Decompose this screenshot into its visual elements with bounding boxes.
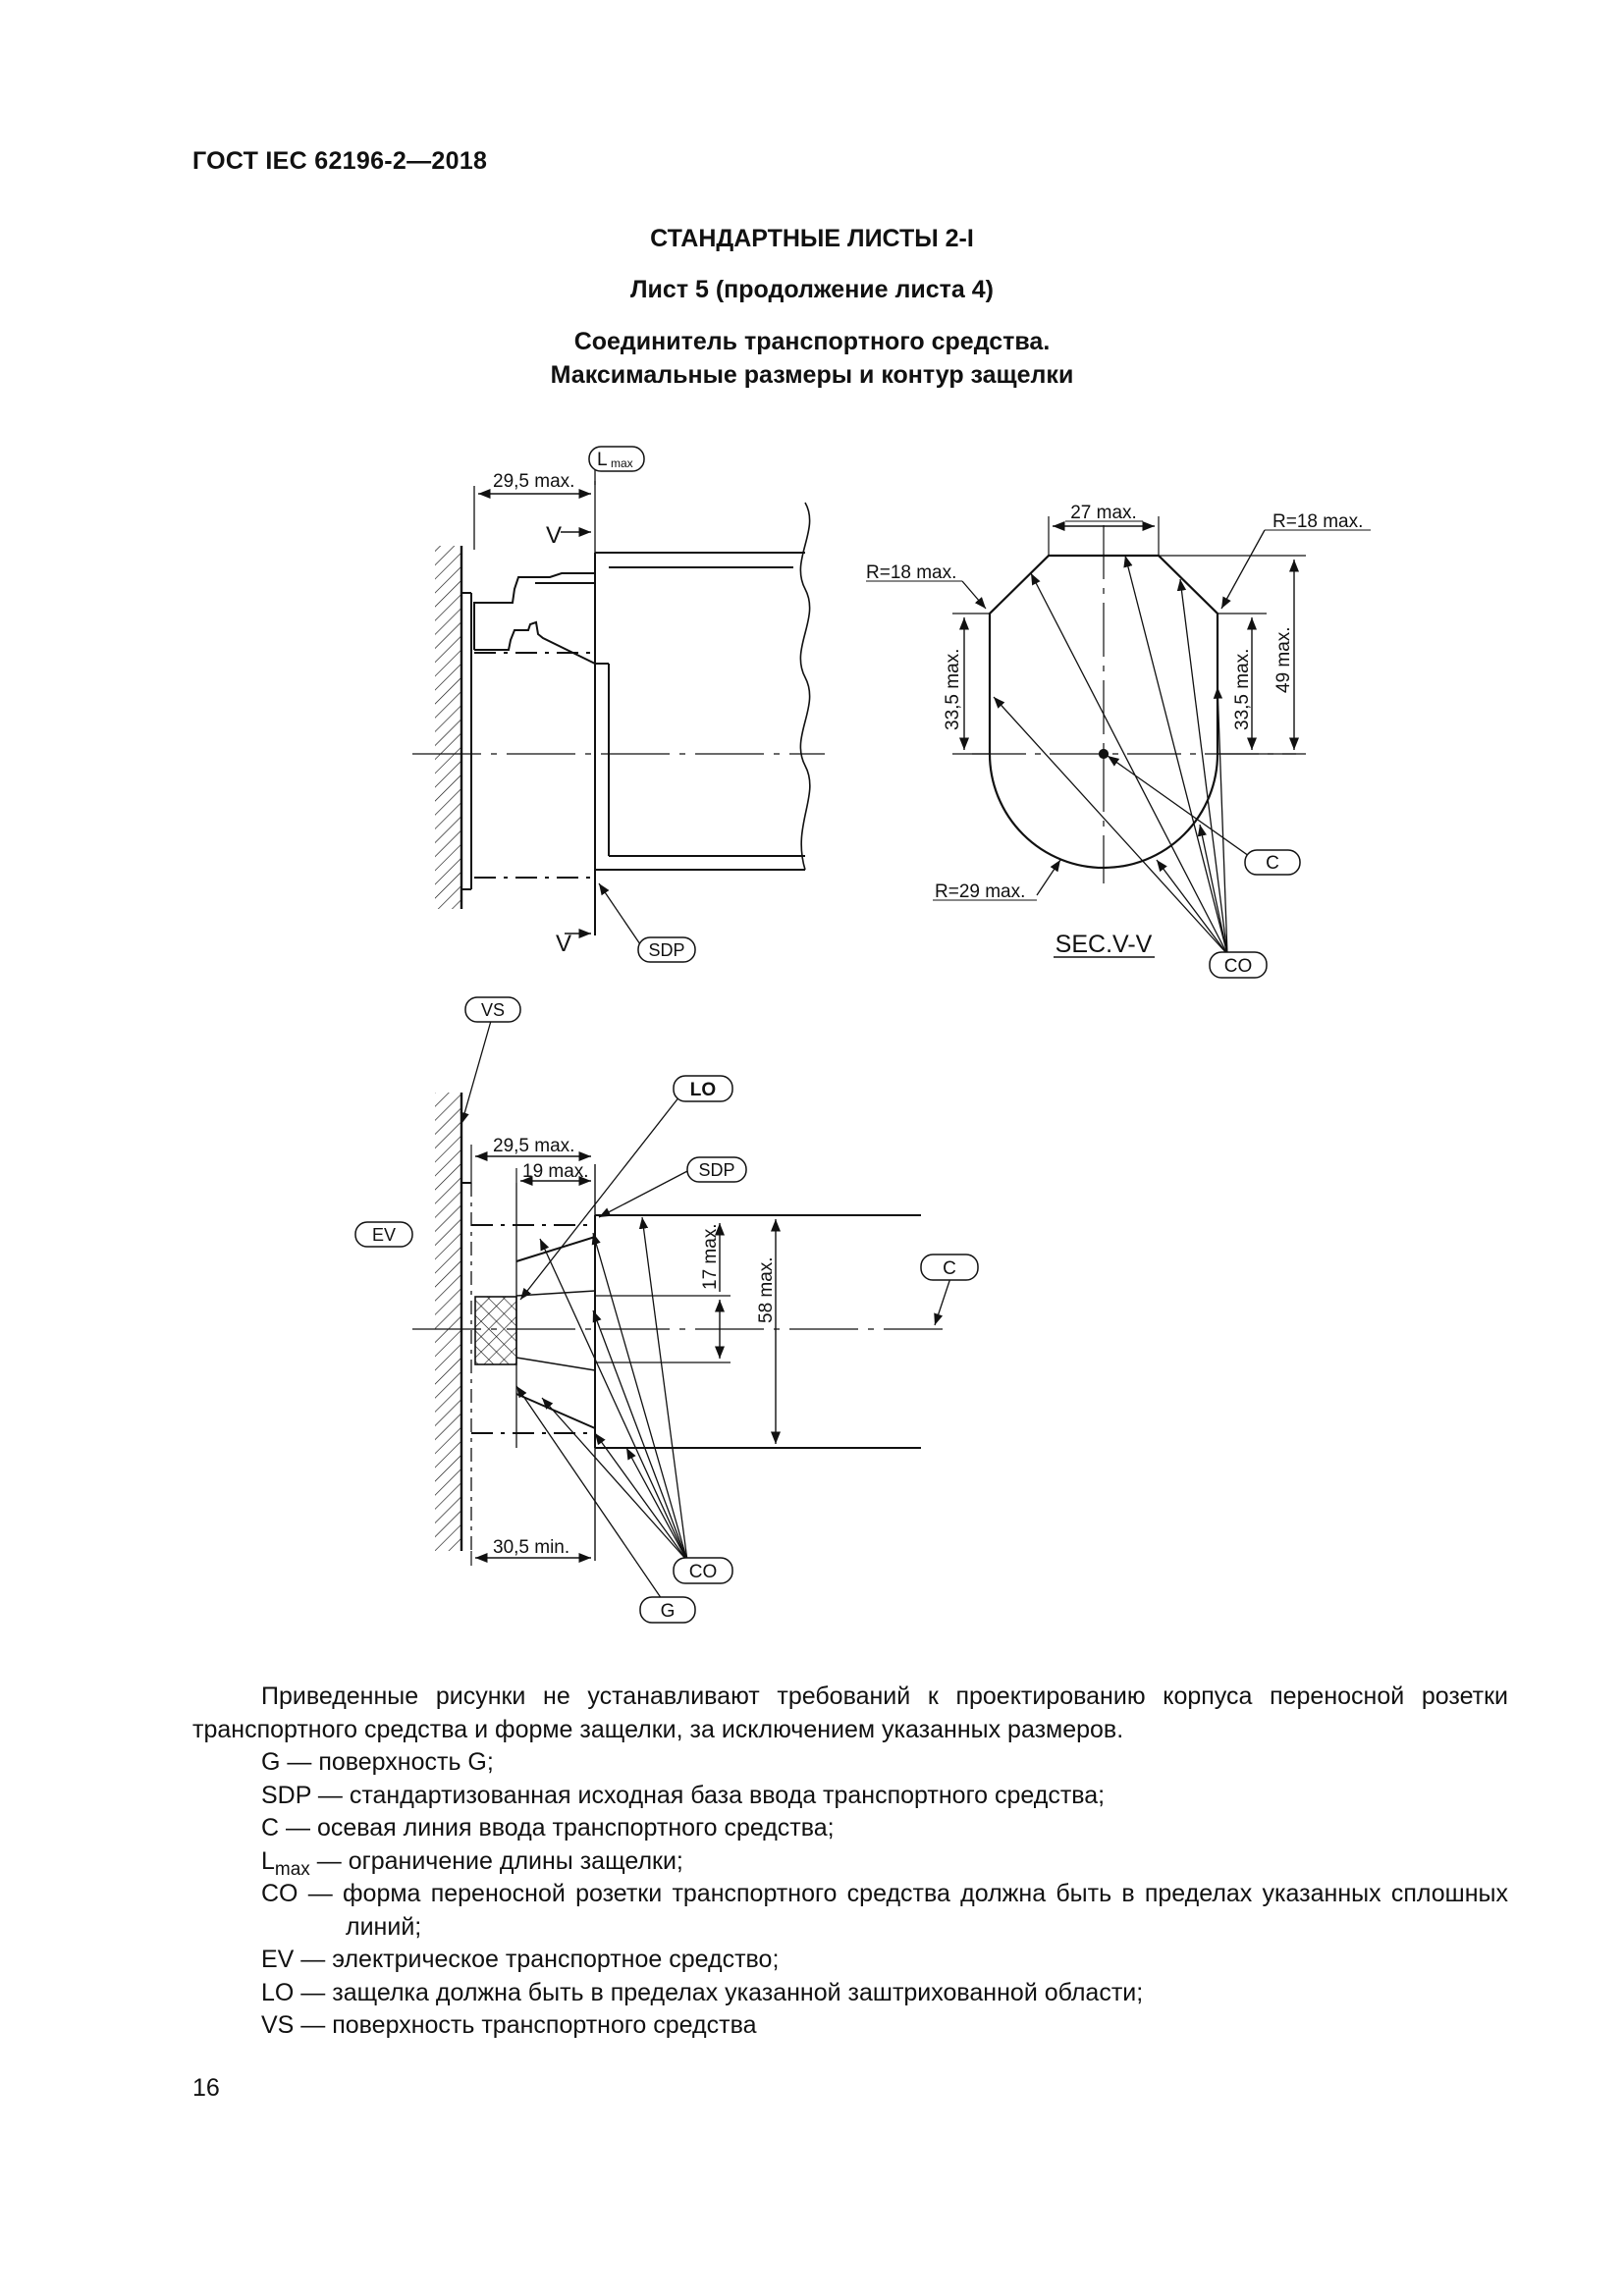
lmax-label: L: [597, 450, 608, 470]
page-number: 16: [192, 2074, 220, 2102]
lmax-symbol: L: [261, 1846, 275, 1875]
radius-top-right: R=18 max.: [1272, 511, 1364, 532]
c-label-bottom: C: [943, 1258, 956, 1279]
dim-33-5-right: 33,5 max.: [1232, 648, 1253, 730]
radius-bottom: R=29 max.: [935, 881, 1026, 902]
dim-30-5: 30,5 min.: [493, 1537, 570, 1558]
section-mark-top: V: [546, 522, 563, 549]
definitions-list: [192, 1746, 1508, 2043]
lo-label: LO: [689, 1080, 717, 1100]
sheet-subtitle: Лист 5 (продолжение листа 4): [630, 276, 994, 303]
ev-label: EV: [371, 1225, 397, 1245]
dim-33-5-left: 33,5 max.: [943, 648, 963, 730]
dim-27: 27 max.: [1070, 503, 1137, 523]
section-view-labels: [866, 503, 1371, 978]
lmax-definition: — ограничение длины защелки;: [309, 1846, 683, 1875]
g-label: G: [660, 1601, 676, 1622]
definition-lmax: [192, 1845, 1508, 1879]
definition-sdp: SDP — стандартизованная исходная база ввода транспортного средства;: [261, 1781, 1106, 1809]
dim-17: 17 max.: [700, 1223, 721, 1290]
definition-c: C — осевая линия ввода транспортного средства;: [261, 1814, 835, 1842]
dim-58: 58 max.: [756, 1256, 777, 1323]
sheet-title: СТАНДАРТНЫЕ ЛИСТЫ 2-I: [650, 225, 974, 252]
definition-ev: EV — электрическое транспортное средство;: [261, 1946, 780, 1973]
section-caption: SEC.V-V: [1055, 931, 1153, 958]
dim-19: 19 max.: [522, 1161, 589, 1182]
sdp-label-top: SDP: [648, 940, 685, 960]
definition-vs: VS — поверхность транспортного средства: [261, 2011, 757, 2039]
sdp-label-bottom: SDP: [698, 1160, 735, 1180]
lmax-subscript-text: max: [274, 1858, 310, 1880]
definition-g: G — поверхность G;: [261, 1748, 494, 1776]
dim-29-5-top: 29,5 max.: [493, 471, 575, 492]
dim-49: 49 max.: [1273, 626, 1294, 693]
c-label-section: C: [1266, 853, 1279, 874]
definition-lo: LO — защелка должна быть в пределах указанной заштрихованной области;: [261, 1978, 1144, 2006]
sheet-heading-line-1: Соединитель транспортного средства.: [573, 328, 1051, 355]
explanatory-text: [192, 1681, 1508, 2043]
dim-29-5-bottom: 29,5 max.: [493, 1136, 575, 1156]
document-code: ГОСТ IEC 62196-2—2018: [192, 147, 488, 175]
bottom-view: [412, 1021, 950, 1602]
definition-co: CO — форма переносной розетки транспортного средства должна быть в пределах указанных сплошных линий;: [261, 1880, 1508, 1941]
lmax-subscript: max: [611, 456, 633, 470]
intro-paragraph: Приведенные рисунки не устанавливают требований к проектированию корпуса переносной розетки транспортного средства и форме защелки, за исключением указанных размеров.: [192, 1682, 1508, 1743]
side-view-top: [412, 469, 825, 944]
sheet-heading-line-2: Максимальные размеры и контур защелки: [550, 361, 1074, 389]
radius-top-left: R=18 max.: [866, 562, 957, 583]
section-mark-bottom: V: [556, 931, 572, 957]
co-label-section: CO: [1223, 956, 1253, 977]
vs-label: VS: [480, 1000, 506, 1020]
co-label-bottom: CO: [688, 1562, 718, 1582]
